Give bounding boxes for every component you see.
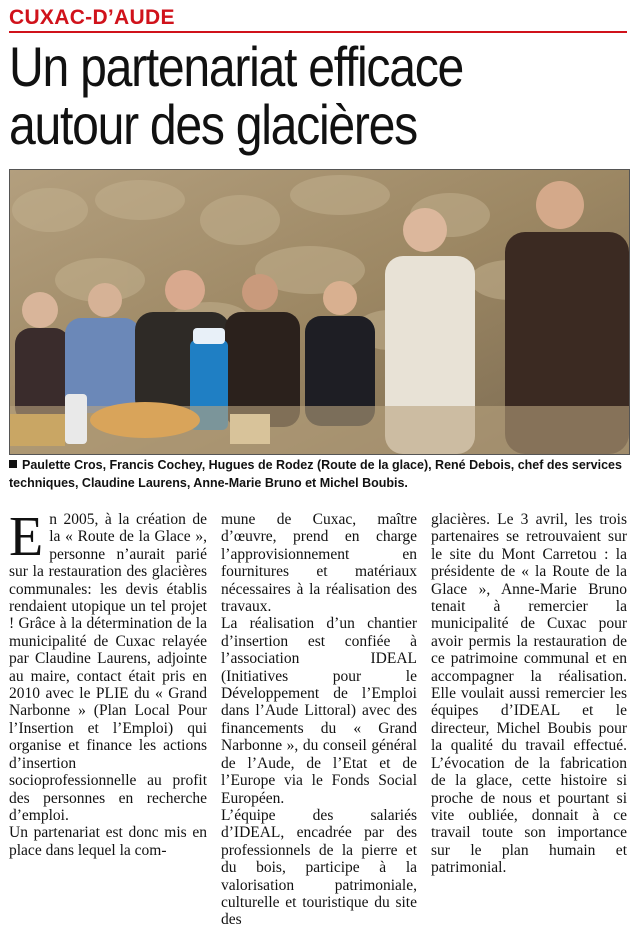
section-kicker: CUXAC-D’AUDE — [9, 6, 175, 29]
article-paragraph: mune de Cuxac, maître d’œuvre, prend en charge l’approvisionnement en fournitures et matériaux nécessaires à la réalisation des travaux. — [221, 511, 417, 616]
article-paragraph: La réalisation d’un chantier d’insertion est confiée à l’association IDEAL (Initiatives pour le Développement de l’Emploi dans l’Aude Littoral) avec des financements du « Grand Narbonne », du conseil général de l’Aude, de l’Etat et de l’Europe via le Fonds Social Européen. — [221, 615, 417, 807]
caption-bullet — [9, 460, 17, 468]
headline-line-2: autour des glacières — [9, 93, 417, 156]
photo-caption — [9, 456, 627, 492]
article-column-1 — [9, 506, 207, 866]
article-column-3 — [431, 511, 627, 877]
article-paragraph: glacières. Le 3 avril, les trois partenaires se retrouvaient sur le site du Mont Carretou : la présidente de « la Route de la Glace », Anne-Marie Bruno tenait à remercier la municipalité de Cuxac pour avoir permis la restauration de ce patrimoine communal et en accompagner la réalisation. Elle voulait aussi remercier les équipes d’IDEAL et le directeur, Michel Boubis pour la qualité du travail effectué. L’évocation de la fabrication de la glace, cette histoire si proche de nous et pourtant si vite oubliée, donnait à ce travail toute son importance sur le plan humain et patrimonial. — [431, 511, 627, 877]
caption-text: Paulette Cros, Francis Cochey, Hugues de Rodez (Route de la glace), René Debois, chef des services techniques, Claudine Laurens, Anne-Marie Bruno et Michel Boubis. — [9, 458, 622, 490]
article-paragraph: L’équipe des salariés d’IDEAL, encadrée par des professionnels de la pierre et du bois, participe à la valorisation patrimoniale, culturelle et touristique du site des — [221, 806, 417, 929]
group-photo — [9, 169, 630, 455]
dropcap: E — [9, 506, 44, 568]
kicker-rule — [9, 31, 627, 33]
headline-line-1: Un partenariat efficace — [9, 35, 463, 98]
article-paragraph: n 2005, à la création de la « Route de la Glace », personne n’aurait parié sur la restauration des glacières communales: les devis établis rendaient utopique un tel projet ! Grâce à la détermination de la municipalité de Cuxac relayée par Claudine Laurens, adjointe au maire, contact était pris en 2010 avec le PLIE du « Grand Narbonne » (Plan Local Pour l’Insertion et l’Emploi) qui organise et finance les actions d’insertion socioprofessionnelle au profit des personnes en recherche d’emploi. — [9, 511, 207, 824]
article-paragraph: Un partenariat est donc mis en place dans lequel la com- — [9, 824, 207, 859]
headline — [9, 35, 542, 156]
article-column-2 — [221, 511, 417, 929]
